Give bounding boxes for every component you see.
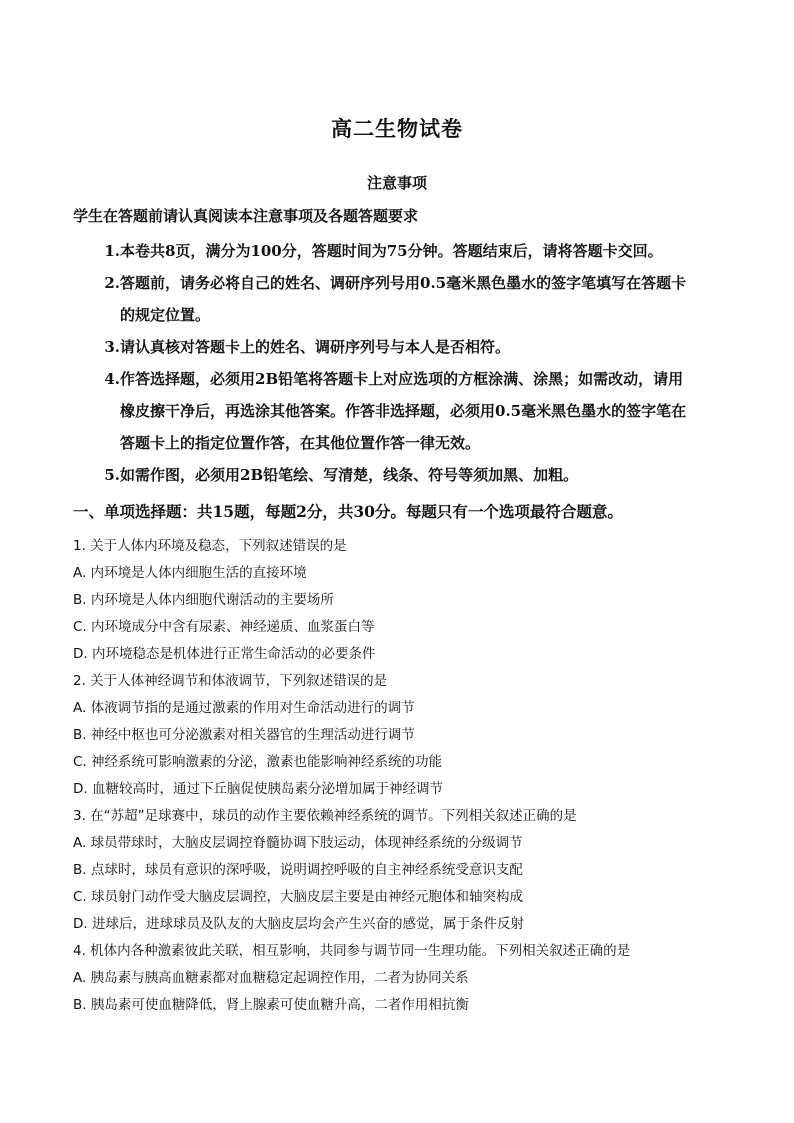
notice-item-text (120, 459, 723, 491)
notice-item-number: 3. (104, 338, 120, 356)
notice-line: 作答选择题，必须用2B铅笔将答题卡上对应选项的方框涂满、涂黑；如需改动，请用 (120, 370, 684, 388)
notice-item-text (120, 363, 723, 459)
notice-item-text (120, 235, 723, 267)
notice-line: 请认真核对答题卡上的姓名、调研序列号与本人是否相符。 (120, 338, 511, 356)
notice-list (73, 235, 723, 491)
notice-item-number: 1. (104, 242, 120, 260)
notice-item-number: 4. (104, 370, 120, 388)
question-list (73, 533, 733, 1019)
question-stem: 3. 在“苏超”足球赛中，球员的动作主要依赖神经系统的调节。下列相关叙述正确的是 (73, 808, 577, 824)
question-option: A. 球员带球时，大脑皮层调控脊髓协调下肢运动，体现神经系统的分级调节 (73, 835, 523, 851)
notice-line: 如需作图，必须用2B铅笔绘、写清楚，线条、符号等须加黑、加粗。 (120, 466, 579, 484)
question-option: A. 体液调节指的是通过激素的作用对生命活动进行的调节 (73, 700, 415, 716)
notice-line: 答题前，请务必将自己的姓名、调研序列号用0.5毫米黑色墨水的签字笔填写在答题卡 (120, 274, 687, 292)
question-option: D. 内环境稳态是机体进行正常生命活动的必要条件 (73, 646, 376, 662)
section-heading: 一、单项选择题：共15题，每题2分，共30分。每题只有一个选项最符合题意。 (73, 502, 623, 521)
notice-heading: 注意事项 (366, 174, 427, 192)
notice-item-3 (73, 331, 723, 363)
question-option: A. 胰岛素与胰高血糖素都对血糖稳定起调控作用，二者为协同关系 (73, 970, 469, 986)
notice-line: 本卷共8页，满分为100分，答题时间为75分钟。答题结束后，请将答题卡交回。 (120, 242, 663, 260)
question-option: B. 神经中枢也可分泌激素对相关器官的生理活动进行调节 (73, 727, 415, 743)
notice-item-1 (73, 235, 723, 267)
notice-item-number: 2. (104, 274, 120, 292)
question-stem: 4. 机体内各种激素彼此关联，相互影响，共同参与调节同一生理功能。下列相关叙述正确的是 (73, 943, 631, 959)
page-title: 高二生物试卷 (331, 116, 463, 141)
question-option: D. 进球后，进球球员及队友的大脑皮层均会产生兴奋的感觉，属于条件反射 (73, 916, 524, 932)
question-option: D. 血糖较高时，通过下丘脑促使胰岛素分泌增加属于神经调节 (73, 781, 443, 797)
notice-line: 的规定位置。 (120, 306, 211, 324)
notice-item-2 (73, 267, 723, 331)
question-option: C. 内环境成分中含有尿素、神经递质、血浆蛋白等 (73, 619, 375, 635)
notice-item-text (120, 331, 723, 363)
question-option: A. 内环境是人体内细胞生活的直接环境 (73, 565, 307, 581)
question-option: B. 内环境是人体内细胞代谢活动的主要场所 (73, 592, 334, 608)
question-stem: 1. 关于人体内环境及稳态，下列叙述错误的是 (73, 538, 347, 554)
notice-item-4 (73, 363, 723, 459)
notice-intro: 学生在答题前请认真阅读本注意事项及各题答题要求 (73, 207, 419, 225)
question-option: C. 神经系统可影响激素的分泌，激素也能影响神经系统的功能 (73, 754, 443, 770)
question-stem: 2. 关于人体神经调节和体液调节，下列叙述错误的是 (73, 673, 388, 689)
notice-item-number: 5. (104, 466, 120, 484)
notice-item-text (120, 267, 723, 331)
question-option: B. 胰岛素可使血糖降低，肾上腺素可使血糖升高，二者作用相抗衡 (73, 997, 469, 1013)
notice-line: 答题卡上的指定位置作答，在其他位置作答一律无效。 (120, 434, 481, 452)
notice-line: 橡皮擦干净后，再选涂其他答案。作答非选择题，必须用0.5毫米黑色墨水的签字笔在 (120, 402, 687, 420)
notice-item-5 (73, 459, 723, 491)
question-option: B. 点球时，球员有意识的深呼吸，说明调控呼吸的自主神经系统受意识支配 (73, 862, 523, 878)
question-option: C. 球员射门动作受大脑皮层调控，大脑皮层主要是由神经元胞体和轴突构成 (73, 889, 524, 905)
